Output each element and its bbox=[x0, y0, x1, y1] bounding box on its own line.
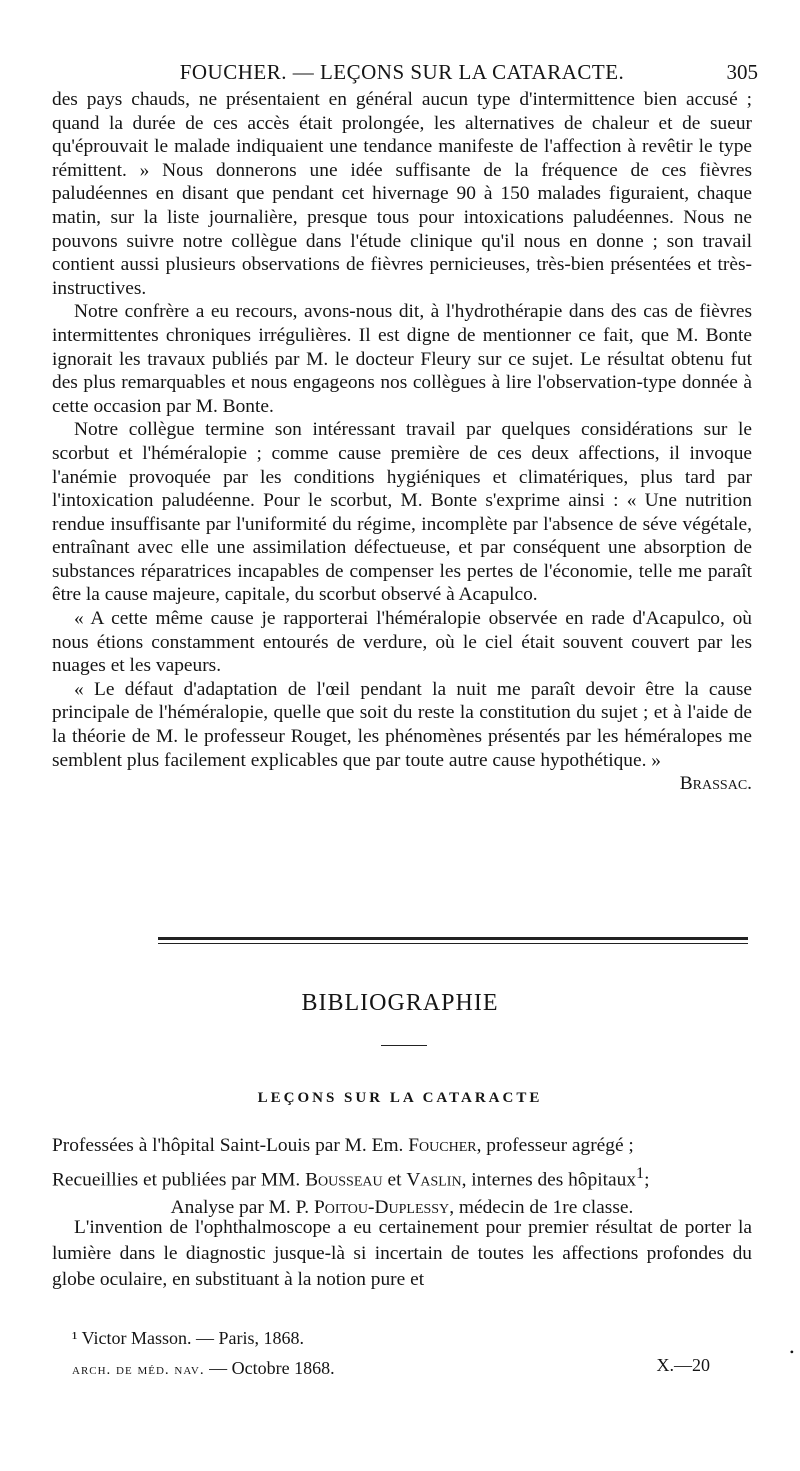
page-number: 305 bbox=[726, 60, 758, 84]
paragraph: des pays chauds, ne présentaient en général aucun type d'intermittence bien accusé ; quand la durée de ces accès était prolongée, les alternatives de chaleur et de sueur qu'éprouvait le malade indiquaient une tendance manifeste de l'affection à revêtir le type rémittent. » Nous donnerons une idée suffisante de la fréquence de ces fièvres paludéennes en disant que pendant cet hivernage 90 à 150 malades figuraient, chaque matin, sur la liste journalière, presque tous pour intoxications paludéennes. Nous ne pouvons suivre notre collègue dans l'étude clinique qu'il nous en donne ; son travail contient aussi plusieurs observations de fièvres pernicieuses, très-bien présentées et très-instructives. bbox=[52, 89, 752, 299]
review-meta bbox=[52, 1132, 752, 1222]
margin-dot: • bbox=[789, 1345, 794, 1359]
meta-text: Analyse par M. P. bbox=[170, 1197, 310, 1219]
paragraph bbox=[52, 678, 752, 795]
issue-date: — Octobre 1868. bbox=[209, 1358, 335, 1378]
meta-text: Professées à l'hôpital Saint-Louis par M. Em. bbox=[52, 1135, 404, 1156]
author-name: Foucher bbox=[408, 1135, 477, 1156]
footnote-marker: ¹ bbox=[72, 1328, 78, 1348]
review-body bbox=[52, 1215, 752, 1293]
running-title: FOUCHER. — LEÇONS SUR LA CATARACTE. bbox=[179, 60, 625, 84]
meta-text: , professeur agrégé ; bbox=[476, 1135, 634, 1156]
journal-name: arch. de méd. nav. bbox=[72, 1362, 205, 1378]
review-title: LEÇONS SUR LA CATARACTE bbox=[257, 1090, 543, 1106]
section-divider bbox=[158, 937, 748, 944]
author-signature: Brassac. bbox=[679, 773, 752, 795]
meta-line-professed bbox=[52, 1132, 752, 1160]
meta-text: et bbox=[387, 1169, 402, 1191]
paragraph-text: « Le défaut d'adaptation de l'œil pendant la nuit me paraît devoir être la cause principale de l'héméralopie, quelle que soit du reste la constitution du sujet ; et à l'aide de la théorie de M. le professeur Rouget, les phénomènes présentés par les héméralopes me semblent plus facilement explicables que par toute autre cause hypothétique. » bbox=[52, 678, 752, 771]
body-text bbox=[52, 88, 752, 796]
meta-line-collected bbox=[52, 1160, 752, 1194]
meta-text: , médecin de 1re classe. bbox=[449, 1197, 634, 1219]
short-divider bbox=[381, 1045, 427, 1046]
footnote-text: Victor Masson. — Paris, 1868. bbox=[81, 1328, 305, 1348]
paragraph: Notre confrère a eu recours, avons-nous dit, à l'hydrothérapie dans des cas de fièvres intermittentes chroniques irrégulières. Il est digne de mentionner ce fait, que M. Bonte ignorait les travaux publiés par M. le docteur Fleury sur ce sujet. Le résultat obtenu fut des plus remarquables et nous engageons nos collègues à lire l'observation-type donnée à cette occasion par M. Bonte. bbox=[52, 301, 752, 417]
meta-text: ; bbox=[644, 1169, 650, 1191]
section-title: BIBLIOGRAPHIE bbox=[301, 990, 499, 1016]
editor-name: Vaslin bbox=[406, 1169, 462, 1191]
footnote-reference: 1 bbox=[636, 1165, 645, 1182]
reviewer-name: Poitou-Duplessy bbox=[313, 1197, 450, 1219]
sheet-signature: X.—20 bbox=[656, 1355, 710, 1375]
footnote bbox=[72, 1328, 304, 1349]
meta-text: Recueillies et publiées par MM. bbox=[52, 1169, 301, 1191]
editor-name: Bousseau bbox=[305, 1169, 383, 1191]
paragraph: « A cette même cause je rapporterai l'héméralopie observée en rade d'Acapulco, où nous étions constamment entourés de verdure, où le ciel était souvent couvert par les nuages et les vapeurs. bbox=[52, 608, 752, 677]
paragraph: L'invention de l'ophthalmoscope a eu certainement pour premier résultat de porter la lumière dans le diagnostic jusque-là si incertain de toutes les affections profondes du globe oculaire, en substituant à la notion pure et bbox=[52, 1217, 752, 1290]
meta-text: , internes des hôpitaux bbox=[461, 1169, 637, 1191]
journal-footer bbox=[72, 1358, 335, 1379]
paragraph: Notre collègue termine son intéressant travail par quelques considérations sur le scorbut et l'héméralopie ; comme cause première de ces deux affections, il invoque l'anémie provoquée par les conditions hygiéniques et climatériques, plus tard par l'intoxication paludéenne. Pour le scorbut, M. Bonte s'exprime ainsi : « Une nutrition rendue insuffisante par l'uniformité du régime, incomplète par l'absence de séve végétale, entraînant avec elle une assimilation défectueuse, et par conséquent une absorption de substances réparatrices incapables de compenser les pertes de l'économie, telle me paraît être la cause majeure, capitale, du scorbut observé à Acapulco. bbox=[52, 419, 752, 606]
